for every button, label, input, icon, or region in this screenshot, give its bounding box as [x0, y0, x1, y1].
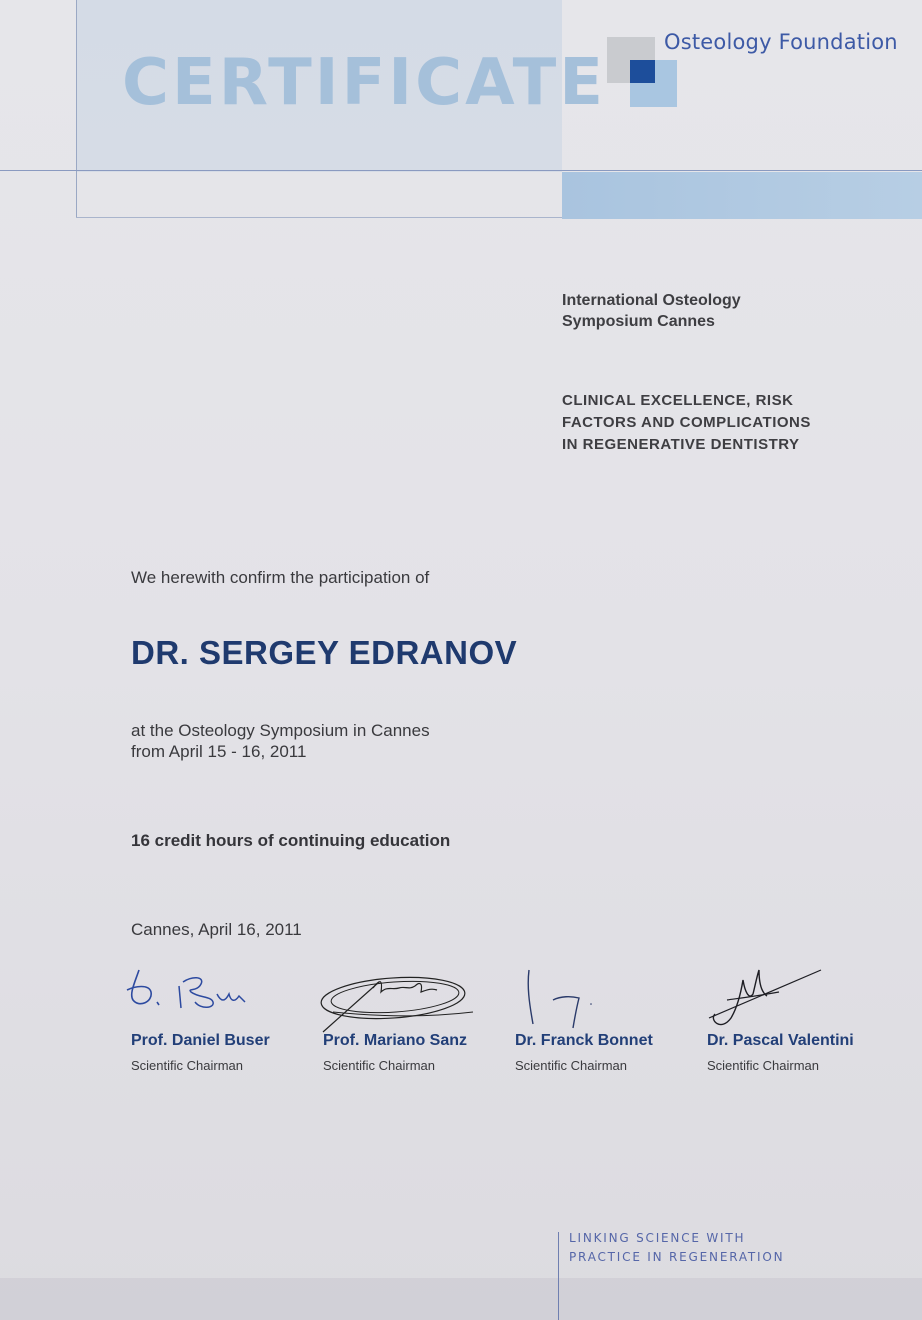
- footer-tagline-2: PRACTICE IN REGENERATION: [569, 1250, 785, 1264]
- signatory-role: Scientific Chairman: [131, 1058, 243, 1073]
- blue-band: [562, 172, 922, 219]
- signatory-name: Dr. Franck Bonnet: [515, 1032, 653, 1049]
- venue-line-1: at the Osteology Symposium in Cannes: [131, 721, 430, 740]
- confirmation-text: We herewith confirm the participation of: [131, 568, 430, 587]
- signature-bonnet: [505, 962, 675, 1037]
- header-rule: [0, 170, 922, 171]
- event-name-line-2: Symposium Cannes: [562, 313, 715, 330]
- header-bottom-rule: [76, 217, 562, 218]
- signatory-role: Scientific Chairman: [515, 1058, 627, 1073]
- signatory-name: Prof. Daniel Buser: [131, 1032, 270, 1049]
- place-and-date: Cannes, April 16, 2011: [131, 920, 302, 939]
- footer-shade: [0, 1278, 922, 1320]
- signatory-role: Scientific Chairman: [707, 1058, 819, 1073]
- signature-valentini: [697, 962, 867, 1037]
- header-left-rule: [76, 0, 77, 218]
- signatory-role: Scientific Chairman: [323, 1058, 435, 1073]
- footer-divider: [558, 1232, 559, 1320]
- venue-line-2: from April 15 - 16, 2011: [131, 742, 307, 761]
- topic-line-1: CLINICAL EXCELLENCE, RISK: [562, 392, 794, 409]
- organization-logo-text: Osteology Foundation: [664, 30, 898, 54]
- certificate-title: CERTIFICATE: [122, 46, 606, 120]
- signature-buser: [121, 962, 291, 1037]
- event-name-line-1: International Osteology: [562, 292, 741, 309]
- logo-dark-square: [630, 60, 655, 83]
- topic-line-2: FACTORS AND COMPLICATIONS: [562, 414, 811, 431]
- signatory-name: Prof. Mariano Sanz: [323, 1032, 468, 1049]
- credit-hours: 16 credit hours of continuing education: [131, 831, 451, 850]
- footer-tagline-1: LINKING SCIENCE WITH: [569, 1231, 746, 1245]
- recipient-name: DR. SERGEY EDRANOV: [131, 634, 518, 671]
- signature-sanz: [313, 962, 483, 1037]
- signatory-name: Dr. Pascal Valentini: [707, 1032, 854, 1049]
- topic-line-3: IN REGENERATIVE DENTISTRY: [562, 436, 800, 453]
